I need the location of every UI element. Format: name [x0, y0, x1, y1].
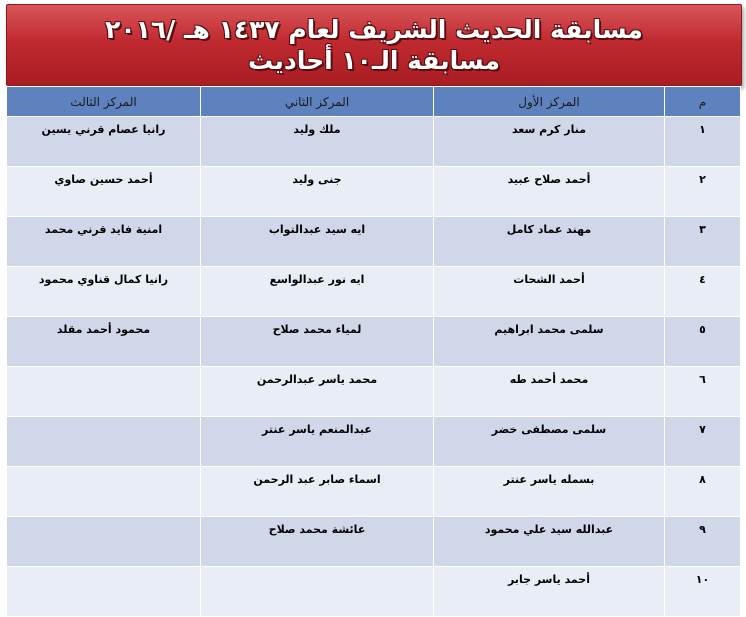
- second-place-cell: جنى وليد: [201, 167, 434, 217]
- row-number: ٥: [665, 317, 741, 367]
- table-row: [7, 267, 741, 317]
- row-number: ٢: [665, 167, 741, 217]
- table-row: [7, 167, 741, 217]
- first-place-cell: منار كرم سعد: [434, 117, 665, 167]
- second-place-cell: ايه نور عبدالواسع: [201, 267, 434, 317]
- first-place-cell: مهند عماد كامل: [434, 217, 665, 267]
- table-header-row: [7, 87, 741, 117]
- row-number: ٩: [665, 517, 741, 567]
- third-place-cell: رانيا عصام قرني يسين: [7, 117, 201, 167]
- first-place-cell: محمد أحمد طه: [434, 367, 665, 417]
- second-place-cell: [201, 567, 434, 617]
- row-number: ١: [665, 117, 741, 167]
- second-place-cell: عائشة محمد صلاح: [201, 517, 434, 567]
- title-line-1: مسابقة الحديث الشريف لعام ١٤٣٧ هـ /٢٠١٦: [105, 15, 643, 44]
- row-number: ٦: [665, 367, 741, 417]
- first-place-cell: أحمد الشحات: [434, 267, 665, 317]
- first-place-cell: أحمد صلاح عبيد: [434, 167, 665, 217]
- first-place-cell: أحمد ياسر جابر: [434, 567, 665, 617]
- second-place-cell: عبدالمنعم ياسر عنتر: [201, 417, 434, 467]
- second-place-cell: لمياء محمد صلاح: [201, 317, 434, 367]
- first-place-cell: بسمله ياسر عنتر: [434, 467, 665, 517]
- second-place-cell: ملك وليد: [201, 117, 434, 167]
- third-place-cell: [7, 467, 201, 517]
- table-row: [7, 517, 741, 567]
- column-header-second-place: المركز الثاني: [201, 87, 434, 117]
- table-row: [7, 317, 741, 367]
- table-row: [7, 367, 741, 417]
- first-place-cell: سلمى مصطفى خضر: [434, 417, 665, 467]
- table-row: [7, 217, 741, 267]
- table-row: [7, 117, 741, 167]
- title-banner: [6, 4, 742, 86]
- second-place-cell: اسماء صابر عبد الرحمن: [201, 467, 434, 517]
- third-place-cell: أحمد حسين صاوي: [7, 167, 201, 217]
- column-header-first-place: المركز الأول: [434, 87, 665, 117]
- third-place-cell: محمود أحمد مقلد: [7, 317, 201, 367]
- third-place-cell: [7, 367, 201, 417]
- row-number: ٣: [665, 217, 741, 267]
- second-place-cell: محمد ياسر عبدالرحمن: [201, 367, 434, 417]
- third-place-cell: [7, 567, 201, 617]
- row-number: ١٠: [665, 567, 741, 617]
- third-place-cell: رانيا كمال قناوي محمود: [7, 267, 201, 317]
- third-place-cell: [7, 517, 201, 567]
- row-number: ٨: [665, 467, 741, 517]
- second-place-cell: ايه سيد عبدالتواب: [201, 217, 434, 267]
- results-table: [6, 86, 741, 617]
- first-place-cell: سلمى محمد ابراهيم: [434, 317, 665, 367]
- row-number: ٤: [665, 267, 741, 317]
- column-header-third-place: المركز الثالث: [7, 87, 201, 117]
- row-number: ٧: [665, 417, 741, 467]
- third-place-cell: امنية فايد قرني محمد: [7, 217, 201, 267]
- first-place-cell: عبدالله سيد علي محمود: [434, 517, 665, 567]
- table-row: [7, 417, 741, 467]
- table-row: [7, 467, 741, 517]
- table-row: [7, 567, 741, 617]
- third-place-cell: [7, 417, 201, 467]
- title-line-2: مسابقة الـ١٠ أحاديث: [248, 46, 500, 75]
- column-header-number: م: [665, 87, 741, 117]
